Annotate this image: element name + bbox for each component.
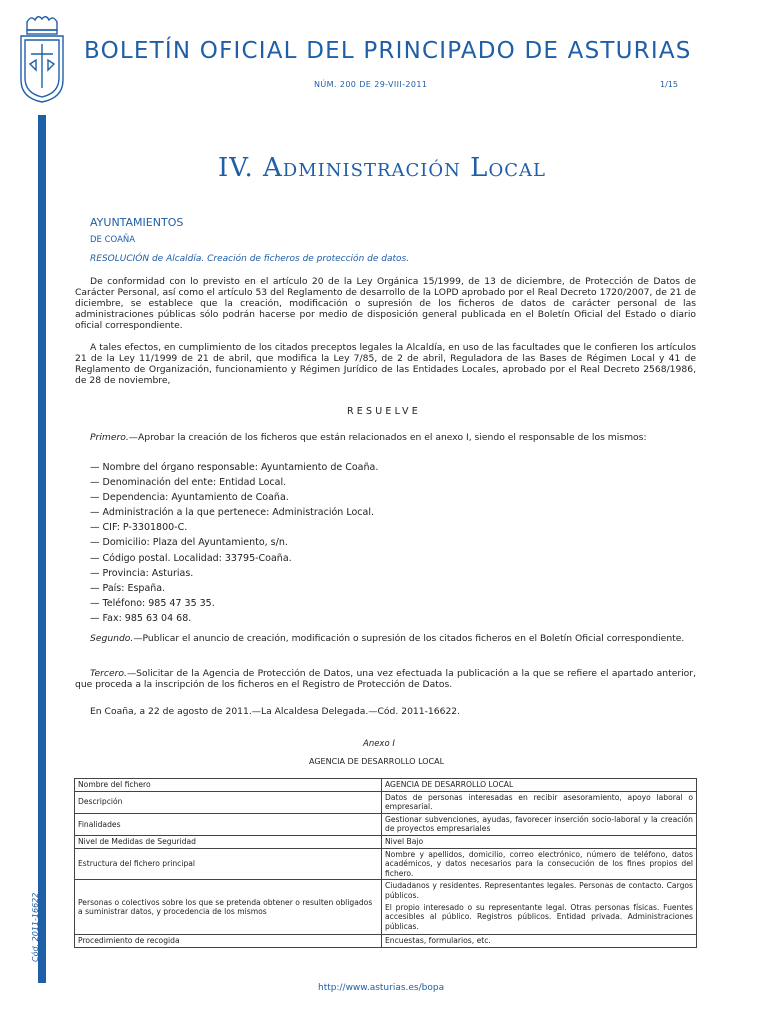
- segundo-label: Segundo.: [90, 633, 134, 644]
- table-cell-value: Nombre y apellidos, domicilio, correo electrónico, número de teléfono, datos académicos, y datos necesarios para la consecución de los fines propios del fichero.: [382, 848, 697, 880]
- table-cell-value: Encuestas, formularios, etc.: [382, 935, 697, 948]
- list-item: — Nombre del órgano responsable: Ayuntamiento de Coaña.: [90, 460, 378, 475]
- annex-table: [74, 778, 697, 948]
- table-cell-value: Gestionar subvenciones, ayudas, favorecer inserción socio-laboral y la creación de proyectos empresariales: [382, 813, 697, 835]
- table-row: [75, 848, 697, 880]
- table-cell-key: Estructura del fichero principal: [75, 848, 382, 880]
- tercero-text: —Solicitar de la Agencia de Protección de Datos, una vez efectuada la publicación a la que se refiere el apartado anterior, que proceda a la inscripción de los ficheros en el Registro de Protección de Datos.: [75, 668, 696, 690]
- table-row: [75, 880, 697, 935]
- intro-paragraph-2: A tales efectos, en cumplimiento de los citados preceptos legales la Alcaldía, en uso de las facultades que le confieren los artículos 21 de la Ley 11/1999 de 21 de abril, que modifica la Ley 7/85, de 2 de abril, Reguladora de las Bases de Régimen Local y 41 de Reglamento de Organización, funcionamiento y Régimen Jurídico de las Entidades Locales, aprobado por el Real Decreto 2568/1986, de 28 de noviembre,: [75, 342, 696, 386]
- list-item: — Código postal. Localidad: 33795-Coaña.: [90, 551, 378, 566]
- tercero-paragraph: [75, 668, 696, 690]
- list-item: — Denominación del ente: Entidad Local.: [90, 475, 378, 490]
- table-cell-key: Personas o colectivos sobre los que se pretenda obtener o resulten obligados a suministrar datos, y procedencia de los mismos: [75, 880, 382, 935]
- table-cell-value: Datos de personas interesadas en recibir asesoramiento, apoyo laboral o empresarial.: [382, 791, 697, 813]
- primero-text: —Aprobar la creación de los ficheros que están relacionados en el anexo I, siendo el responsable de los mismos:: [128, 432, 647, 443]
- table-cell-key: Nivel de Medidas de Seguridad: [75, 835, 382, 848]
- table-row: [75, 791, 697, 813]
- table-cell-key: Procedimiento de recogida: [75, 935, 382, 948]
- asturias-crest-logo: [17, 14, 67, 104]
- table-cell-key: Finalidades: [75, 813, 382, 835]
- section-title: IV. Administración Local: [218, 153, 546, 183]
- segundo-paragraph: [75, 633, 696, 644]
- list-item: — Administración a la que pertenece: Administración Local.: [90, 505, 378, 520]
- sidebar-bar: [38, 115, 46, 983]
- table-row: [75, 935, 697, 948]
- list-item: — Fax: 985 63 04 68.: [90, 611, 378, 626]
- responsible-list: [90, 460, 378, 626]
- table-cell-paragraph: El propio interesado o su representante legal. Otras personas físicas. Fuentes accesibles al público. Registros públicos. Entidad privada. Administraciones públicas.: [385, 902, 693, 931]
- list-item: — Domicilio: Plaza del Ayuntamiento, s/n.: [90, 535, 378, 550]
- list-item: — Teléfono: 985 47 35 35.: [90, 596, 378, 611]
- primero-paragraph: [75, 432, 696, 443]
- table-row: [75, 835, 697, 848]
- organization: AYUNTAMIENTOS: [90, 216, 184, 229]
- list-item: — Dependencia: Ayuntamiento de Coaña.: [90, 490, 378, 505]
- annex-subtitle: AGENCIA DE DESARROLLO LOCAL: [309, 757, 445, 766]
- masthead-title: BOLETÍN OFICIAL DEL PRINCIPADO DE ASTURIAS: [84, 38, 692, 64]
- resolution-title: RESOLUCIÓN de Alcaldía. Creación de ficheros de protección de datos.: [90, 254, 410, 264]
- table-cell-value: AGENCIA DE DESARROLLO LOCAL: [382, 779, 697, 792]
- issue-number: NÚM. 200 DE 29-VIII-2011: [314, 80, 428, 89]
- table-cell-value: [382, 880, 697, 935]
- footer-link[interactable]: http://www.asturias.es/bopa: [318, 983, 445, 993]
- table-row: [75, 779, 697, 792]
- signature-line: En Coaña, a 22 de agosto de 2011.—La Alcaldesa Delegada.—Cód. 2011-16622.: [90, 706, 461, 717]
- list-item: — Provincia: Asturias.: [90, 566, 378, 581]
- page-number: 1/15: [660, 80, 678, 89]
- annex-title: Anexo I: [363, 739, 395, 749]
- table-cell-key: Nombre del fichero: [75, 779, 382, 792]
- sidebar-code: Cód. 2011-16622: [31, 892, 40, 962]
- segundo-text: —Publicar el anuncio de creación, modificación o supresión de los citados ficheros en el Boletín Oficial correspondiente.: [133, 633, 685, 644]
- table-cell-key: Descripción: [75, 791, 382, 813]
- primero-label: Primero.: [90, 432, 129, 443]
- list-item: — CIF: P-3301800-C.: [90, 520, 378, 535]
- intro-paragraph-1: De conformidad con lo previsto en el artículo 20 de la Ley Orgánica 15/1999, de 13 de diciembre, de Protección de Datos de Carácter Personal, así como el artículo 53 del Reglamento de desarrollo de la LOPD aprobado por el Real Decreto 1720/2007, de 21 de diciembre, se establece que la creación, modificación o supresión de los ficheros de datos de carácter personal de las administraciones públicas sólo podrán hacerse por medio de disposición general publicada en el Boletín Oficial del Estado o diario oficial correspondiente.: [75, 276, 696, 331]
- table-cell-paragraph: Ciudadanos y residentes. Representantes legales. Personas de contacto. Cargos públicos.: [385, 881, 693, 900]
- table-cell-value: Nivel Bajo: [382, 835, 697, 848]
- resuelve-heading: RESUELVE: [347, 406, 421, 417]
- table-row: [75, 813, 697, 835]
- list-item: — País: España.: [90, 581, 378, 596]
- sub-organization: DE COAÑA: [90, 235, 136, 245]
- tercero-label: Tercero.: [90, 668, 127, 679]
